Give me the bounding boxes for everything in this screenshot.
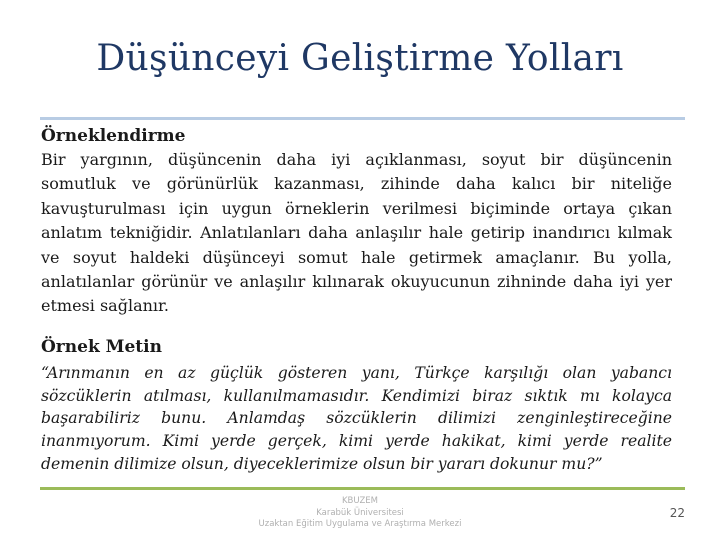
slide-title: Düşünceyi Geliştirme Yolları <box>96 38 624 79</box>
slide-content <box>41 124 672 476</box>
footer <box>200 496 520 531</box>
footer-divider <box>40 487 685 490</box>
section-text-examples: Bir yargının, düşüncenin daha iyi açıklanması, soyut bir düşüncenin somutluk ve görünürlük kazanması, zihinde daha kalıcı bir niteliğe kavuşturulması için uygun örneklerin verilmesi biçiminde ortaya çıkan anlatım tekniğidir. Anlatılanları daha anlaşılır hale getirip inandırıcı kılmak ve soyut haldeki düşünceyi somut hale getirmek amaçlanır. Bu yolla, anlatılanlar görünür ve anlaşılır kılınarak okuyucunun zihninde daha iyi yer etmesi sağlanır. <box>41 150 672 316</box>
sample-quote: “Arınmanın en az güçlük gösteren yanı, Türkçe karşılığı olan yabancı sözcüklerin atılması, kullanılmamasıdır. Kendimizi biraz sıktık mı kolayca başarabiliriz bunu. Anlamdaş sözcüklerin dilimizi zenginleştireceğine inanmıyorum. Kimi yerde gerçek, kimi yerde hakikat, kimi yerde realite demenin dilimize olsun, diyeceklerimize olsun bir yararı dokunur mu?” <box>41 363 672 474</box>
footer-center: Uzaktan Eğitim Uygulama ve Araştırma Merkezi <box>258 519 462 529</box>
section-heading-examples: Örneklendirme <box>41 126 186 146</box>
section-heading-sample-text: Örnek Metin <box>41 336 162 357</box>
title-divider <box>40 117 685 120</box>
footer-org: KBUZEM <box>341 496 378 506</box>
page-number: 22 <box>669 506 685 520</box>
footer-university: Karabük Üniversitesi <box>316 507 404 518</box>
